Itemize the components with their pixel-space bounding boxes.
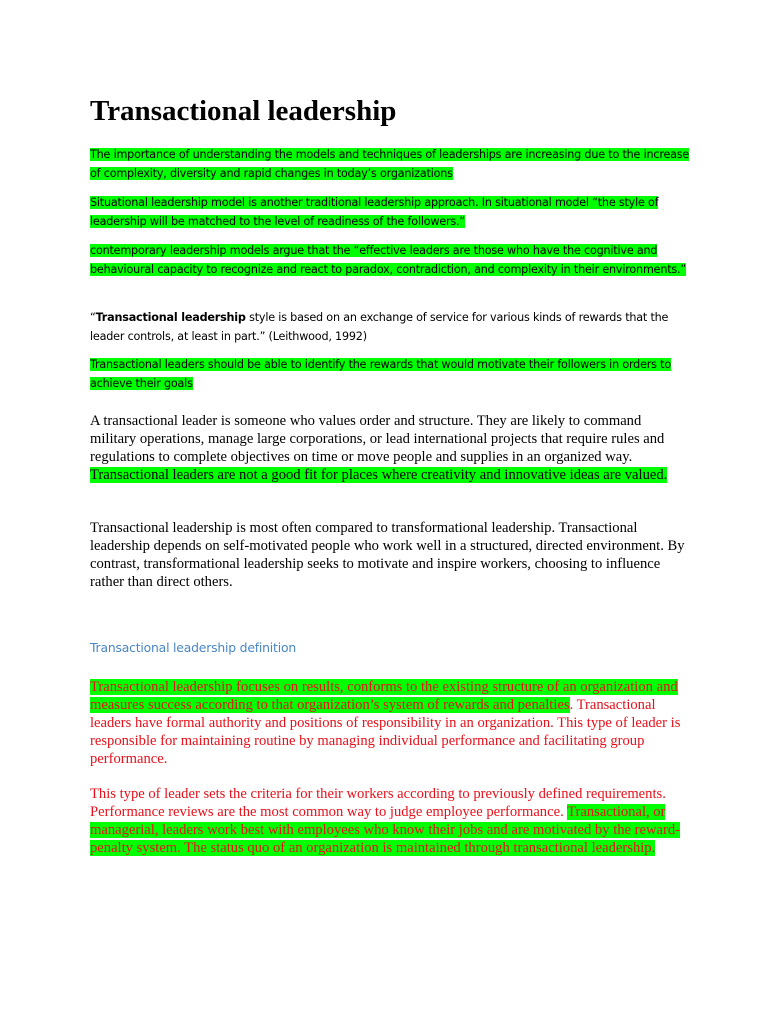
section-heading-definition: Transactional leadership definition: [90, 640, 296, 655]
paragraph-leithwood-quote: [90, 308, 690, 346]
highlight-importance: The importance of understanding the models and techniques of leaderships are increasing due to the increase of complexity, diversity and rapid changes in today’s organizations: [90, 148, 690, 180]
paragraph-criteria: [90, 785, 690, 857]
highlight-situational: Situational leadership model is another traditional leadership approach. In situational model “the style of leadership will be matched to the level of readiness of the followers.”: [90, 196, 659, 228]
quote-rest: style is based on an exchange of service for various kinds of rewards that the leader controls, at least in part.” (Leithwood, 1992): [90, 311, 669, 343]
paragraph-situational: [90, 193, 690, 231]
quote-open: “: [90, 311, 96, 324]
definition-text: . Transactional leaders have formal authority and positions of responsibility in an organization. This type of leader is responsible for maintaining routine by managing individual performance and facilitating group performance.: [90, 697, 681, 767]
paragraph-importance: [90, 145, 690, 183]
paragraph-comparison: [90, 519, 690, 591]
paragraph-definition: [90, 678, 690, 768]
highlight-focuses-results: Transactional leadership focuses on results, conforms to the existing structure of an organization and measures success according to that organization’s system of rewards and penalties: [90, 679, 678, 713]
criteria-text: This type of leader sets the criteria for their workers according to previously defined requirements. Performance reviews are the most common way to judge employee performance.: [90, 786, 666, 820]
page-title: Transactional leadership: [90, 95, 397, 127]
highlight-managerial: Transactional, or managerial, leaders work best with employees who know their jobs and are motivated by the reward-penalty system. The status quo of an organization is maintained through transactional leadership.: [90, 804, 681, 856]
highlight-rewards: Transactional leaders should be able to identify the rewards that would motivate their followers in orders to achieve their goals: [90, 358, 671, 390]
paragraph-contemporary: [90, 241, 690, 279]
comparison-text: Transactional leadership is most often compared to transformational leadership. Transactional leadership depends on self-motivated people who work well in a structured, directed environment. By contrast, transformational leadership seeks to motivate and inspire workers, choosing to influence rather than direct others.: [90, 520, 685, 590]
paragraph-order-structure: [90, 412, 690, 484]
quote-bold-term: Transactional leadership: [95, 311, 246, 324]
order-structure-text: A transactional leader is someone who values order and structure. They are likely to command military operations, manage large corporations, or lead international projects that require rules and regulations to complete objectives on time or move people and supplies in an organized way.: [90, 413, 665, 465]
highlight-not-good-fit: Transactional leaders are not a good fit for places where creativity and innovative ideas are valued.: [90, 467, 668, 483]
paragraph-rewards: [90, 355, 690, 393]
highlight-contemporary: contemporary leadership models argue that the “effective leaders are those who have the cognitive and behavioural capacity to recognize and react to paradox, contradiction, and complexity in their environments.”: [90, 244, 686, 276]
